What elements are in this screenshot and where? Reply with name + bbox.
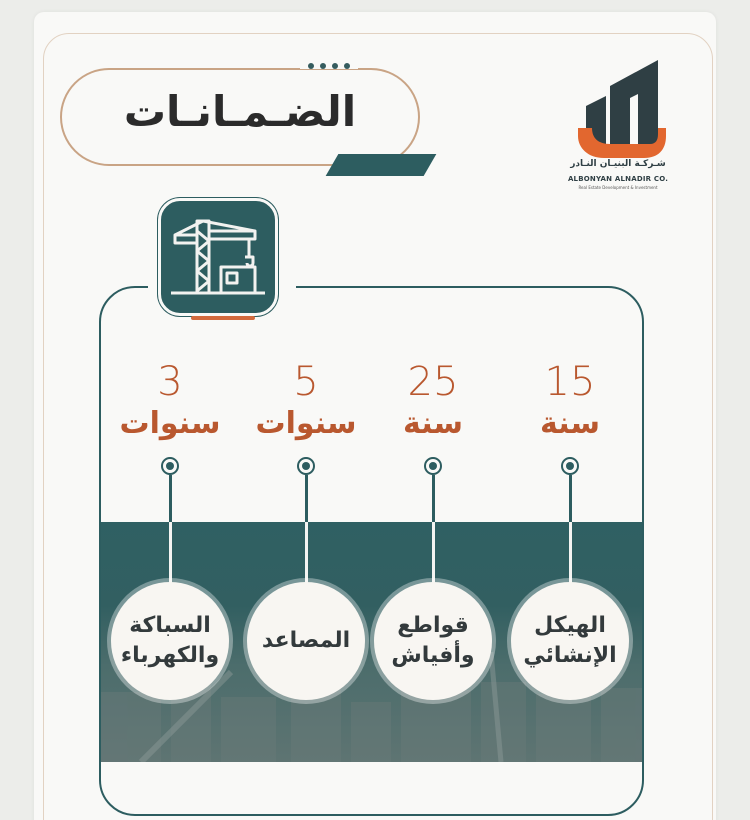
connector-line — [169, 522, 172, 584]
timeline-node — [561, 457, 579, 475]
guarantee-number: 25 — [407, 359, 459, 405]
connector-line — [305, 522, 308, 584]
guarantee-number: 3 — [157, 359, 183, 405]
connector-line — [569, 475, 572, 523]
timeline-node — [161, 457, 179, 475]
logo-english-sub: Real Estate Development & Investment — [578, 185, 658, 190]
guarantee-unit: سنوات — [255, 406, 357, 441]
crane-icon-box — [158, 198, 278, 316]
title-accent-bar — [326, 154, 437, 176]
connector-line — [432, 522, 435, 584]
guarantee-label-circle — [247, 582, 365, 700]
logo-english-name: ALBONYAN ALNADIR CO. — [567, 175, 669, 183]
crane-icon — [161, 201, 275, 313]
guarantee-number: 15 — [544, 359, 596, 405]
guarantee-label: المصاعد — [261, 628, 351, 653]
logo-arabic-name: شـركـة البنيـان النـادر — [570, 159, 666, 169]
guarantee-duration — [373, 360, 493, 442]
guarantee-label-circle — [511, 582, 629, 700]
guarantee-unit: سنة — [540, 406, 600, 441]
guarantee-label-circle — [111, 582, 229, 700]
guarantee-label: السباكة والكهرباء — [120, 613, 220, 668]
connector-line — [569, 522, 572, 584]
timeline-node — [424, 457, 442, 475]
page-title: الضـمـانـات — [123, 87, 357, 136]
connector-line — [432, 475, 435, 523]
connector-line — [305, 475, 308, 523]
guarantee-duration — [510, 360, 630, 442]
guarantee-unit: سنوات — [119, 406, 221, 441]
guarantee-label: الهيكل الإنشائي — [523, 613, 617, 668]
guarantee-duration — [246, 360, 366, 442]
guarantee-duration — [110, 360, 230, 442]
guarantee-unit: سنة — [403, 406, 463, 441]
connector-line — [169, 475, 172, 523]
timeline-node — [297, 457, 315, 475]
guarantee-number: 5 — [293, 359, 319, 405]
crane-underline — [191, 316, 255, 320]
title-dots — [300, 63, 358, 69]
guarantee-label: قواطع وأفياش — [391, 613, 475, 668]
guarantee-label-circle — [374, 582, 492, 700]
